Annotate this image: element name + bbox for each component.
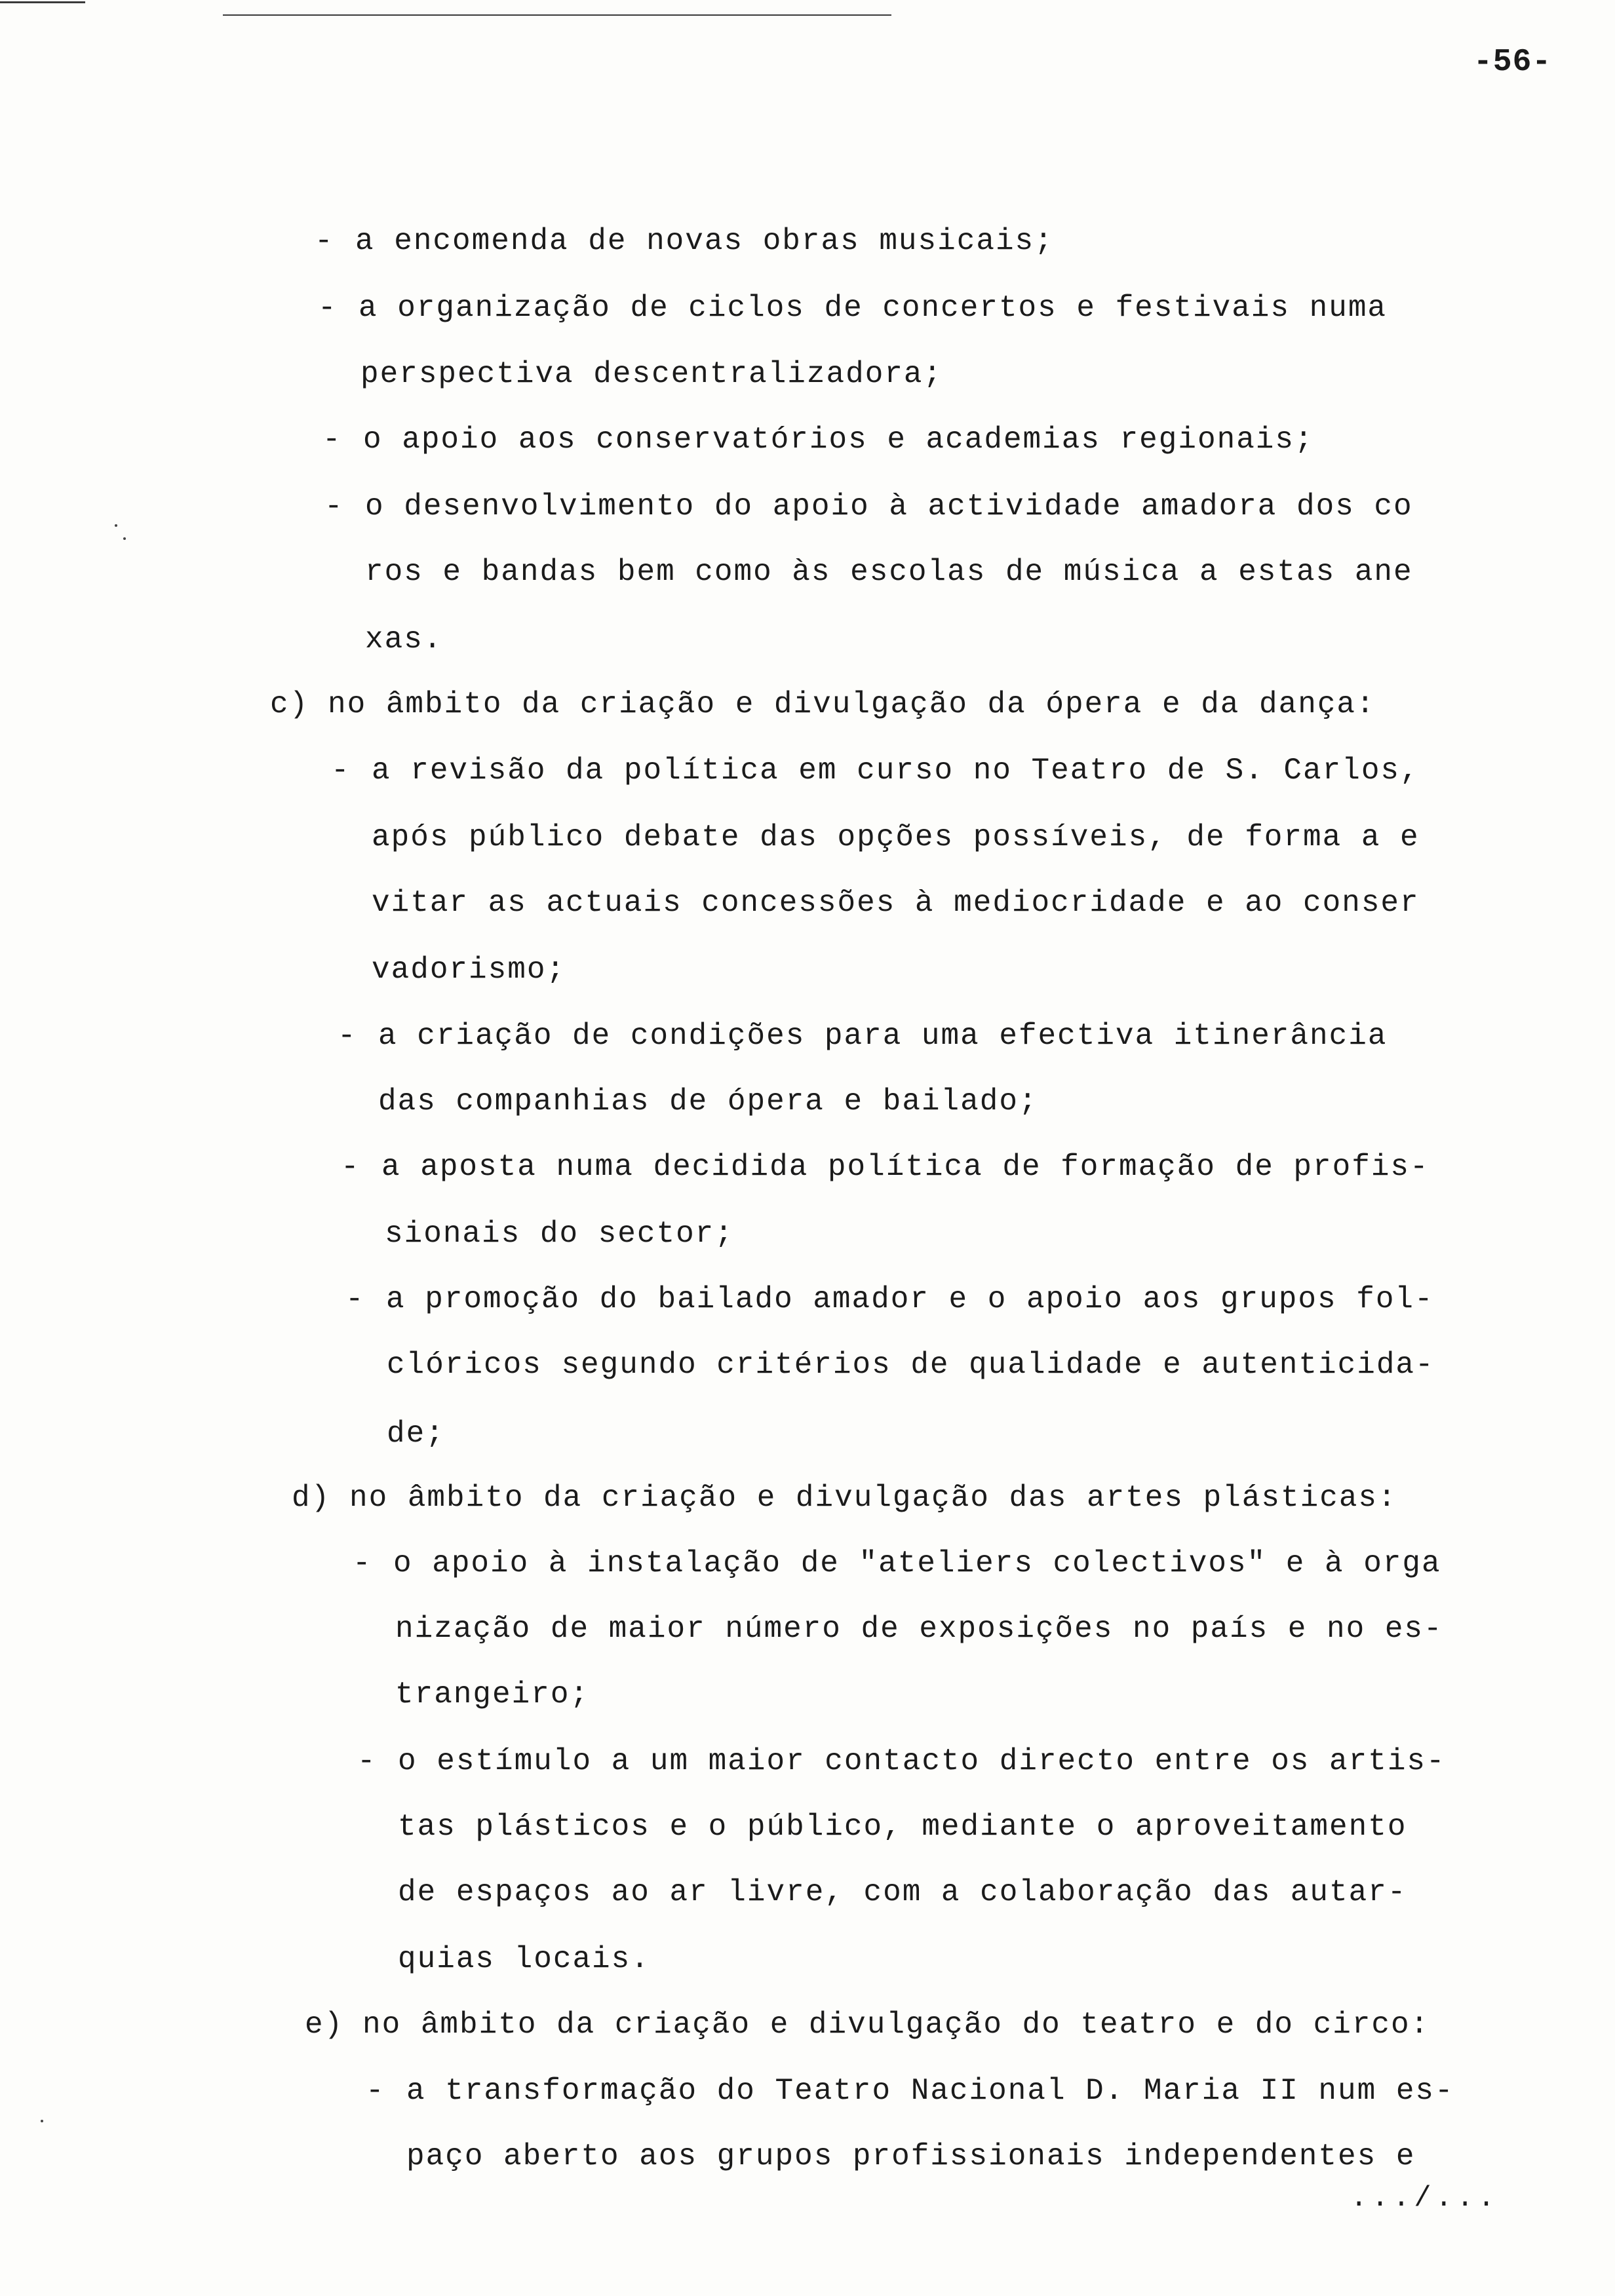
text-line: quias locais.	[398, 1942, 650, 1976]
text-line: - a transformação do Teatro Nacional D. Maria II num es-	[366, 2074, 1454, 2108]
text-line: de;	[387, 1417, 445, 1451]
top-rule	[223, 14, 891, 16]
section-heading-d: d) no âmbito da criação e divulgação das artes plásticas:	[292, 1481, 1397, 1515]
text-line: - o apoio aos conservatórios e academias regionais;	[322, 423, 1314, 457]
section-heading-e: e) no âmbito da criação e divulgação do teatro e do circo:	[305, 2008, 1430, 2042]
text-line: sionais do sector;	[385, 1217, 734, 1251]
text-line: trangeiro;	[395, 1677, 590, 1712]
text-line: tas plásticos e o público, mediante o aproveitamento	[398, 1810, 1407, 1844]
page-number: -56-	[1473, 45, 1552, 80]
text-line: após público debate das opções possíveis, de forma a e	[372, 820, 1420, 854]
section-heading-c: c) no âmbito da criação e divulgação da ópera e da dança:	[270, 687, 1376, 721]
text-line: - a revisão da política em curso no Teatro de S. Carlos,	[331, 754, 1420, 788]
text-line: - a aposta numa decidida política de formação de profis-	[341, 1150, 1430, 1184]
text-line: - o estímulo a um maior contacto directo entre os artis-	[357, 1744, 1446, 1778]
text-line: xas.	[365, 622, 443, 657]
scan-speck	[123, 537, 126, 540]
text-line: das companhias de ópera e bailado;	[378, 1084, 1038, 1119]
text-line: - a encomenda de novas obras musicais;	[315, 224, 1054, 258]
text-line: clóricos segundo critérios de qualidade e autenticida-	[387, 1348, 1435, 1382]
top-rule-left	[0, 1, 85, 3]
text-line: - a promoção do bailado amador e o apoio aos grupos fol-	[345, 1282, 1434, 1316]
text-line: - a criação de condições para uma efectiva itinerância	[338, 1019, 1388, 1053]
text-line: vitar as actuais concessões à mediocridade e ao conser	[372, 886, 1420, 920]
text-line: perspectiva descentralizadora;	[360, 357, 943, 391]
text-line: paço aberto aos grupos profissionais independentes e	[406, 2139, 1416, 2173]
text-line: - a organização de ciclos de concertos e festivais numa	[318, 291, 1388, 325]
text-line: ros e bandas bem como às escolas de música a estas ane	[365, 555, 1413, 589]
text-line: - o desenvolvimento do apoio à actividade amadora dos co	[324, 489, 1413, 524]
text-line: vadorismo;	[372, 953, 566, 987]
text-line: nização de maior número de exposições no país e no es-	[395, 1612, 1443, 1646]
scan-speck	[41, 2120, 43, 2122]
continuation-mark: .../...	[1350, 2182, 1499, 2215]
scan-speck	[115, 524, 117, 527]
text-line: de espaços ao ar livre, com a colaboração das autar-	[398, 1875, 1407, 1909]
text-line: - o apoio à instalação de "ateliers colectivos" e à orga	[353, 1546, 1441, 1580]
